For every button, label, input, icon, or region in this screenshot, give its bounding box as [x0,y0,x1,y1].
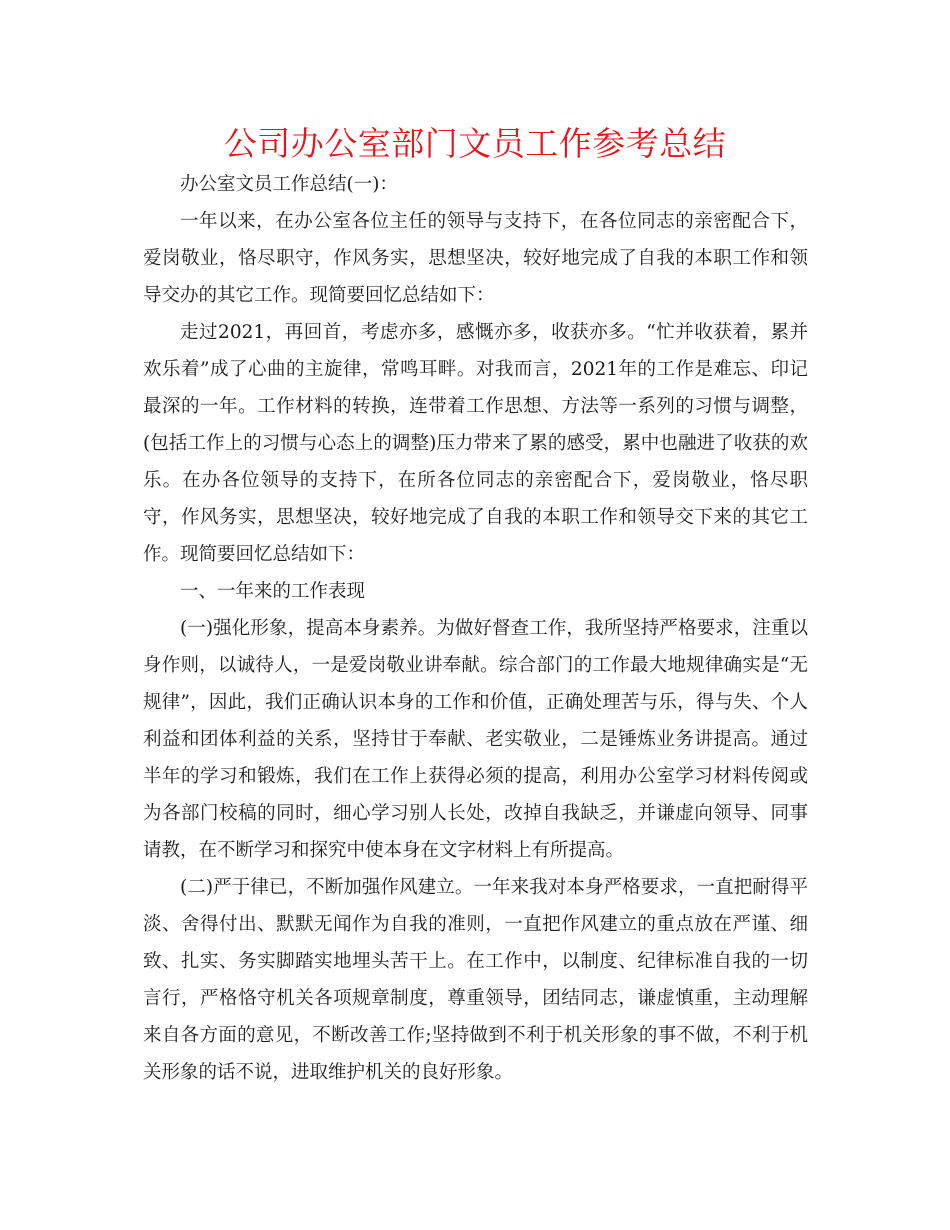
paragraph-review: 走过2021，再回首，考虑亦多，感慨亦多，收获亦多。“忙并收获着，累并欢乐着”成了心曲的主旋律，常鸣耳畔。对我而言，2021年的工作是难忘、印记最深的一年。工作材料的转换，连带着工作思想、方法等一系列的习惯与调整，(包括工作上的习惯与心态上的调整)压力带来了累的感受，累中也融进了收获的欢乐。在办各位领导的支持下，在所各位同志的亲密配合下，爱岗敬业，恪尽职守，作风务实，思想坚决，较好地完成了自我的本职工作和领导交下来的其它工作。现简要回忆总结如下： [143,322,808,565]
paragraph-heading-performance: 一、一年来的工作表现 [180,581,366,602]
document-title: 公司办公室部门文员工作参考总结 [223,124,727,163]
paragraph-intro: 一年以来，在办公室各位主任的领导与支持下，在各位同志的亲密配合下，爱岗敬业，恪尽职守，作风务实，思想坚决，较好地完成了自我的本职工作和领导交办的其它工作。现简要回忆总结如下： [143,211,808,306]
paragraph-section-heading: 办公室文员工作总结(一)： [180,174,398,195]
paragraph-item-2: (二)严于律已，不断加强作风建立。一年来我对本身严格要求，一直把耐得平淡、舍得付出、默默无闻作为自我的准则，一直把作风建立的重点放在严谨、细致、扎实、务实脚踏实地埋头苦干上。在工作中，以制度、纪律标准自我的一切言行，严格恪守机关各项规章制度，尊重领导，团结同志，谦虚慎重，主动理解来自各方面的意见，不断改善工作;坚持做到不利于机关形象的事不做，不利于机关形象的话不说，进取维护机关的良好形象。 [143,877,808,1083]
document-body [143,166,808,1091]
paragraph-item-1: (一)强化形象，提高本身素养。为做好督查工作，我所坚持严格要求，注重以身作则，以诚待人，一是爱岗敬业讲奉献。综合部门的工作最大地规律确实是“无规律”，因此，我们正确认识本身的工作和价值，正确处理苦与乐，得与失、个人利益和团体利益的关系，坚持甘于奉献、老实敬业，二是锤炼业务讲提高。通过半年的学习和锻炼，我们在工作上获得必须的提高，利用办公室学习材料传阅或为各部门校稿的同时，细心学习别人长处，改掉自我缺乏，并谦虚向领导、同事请教，在不断学习和探究中使本身在文字材料上有所提高。 [143,618,808,861]
